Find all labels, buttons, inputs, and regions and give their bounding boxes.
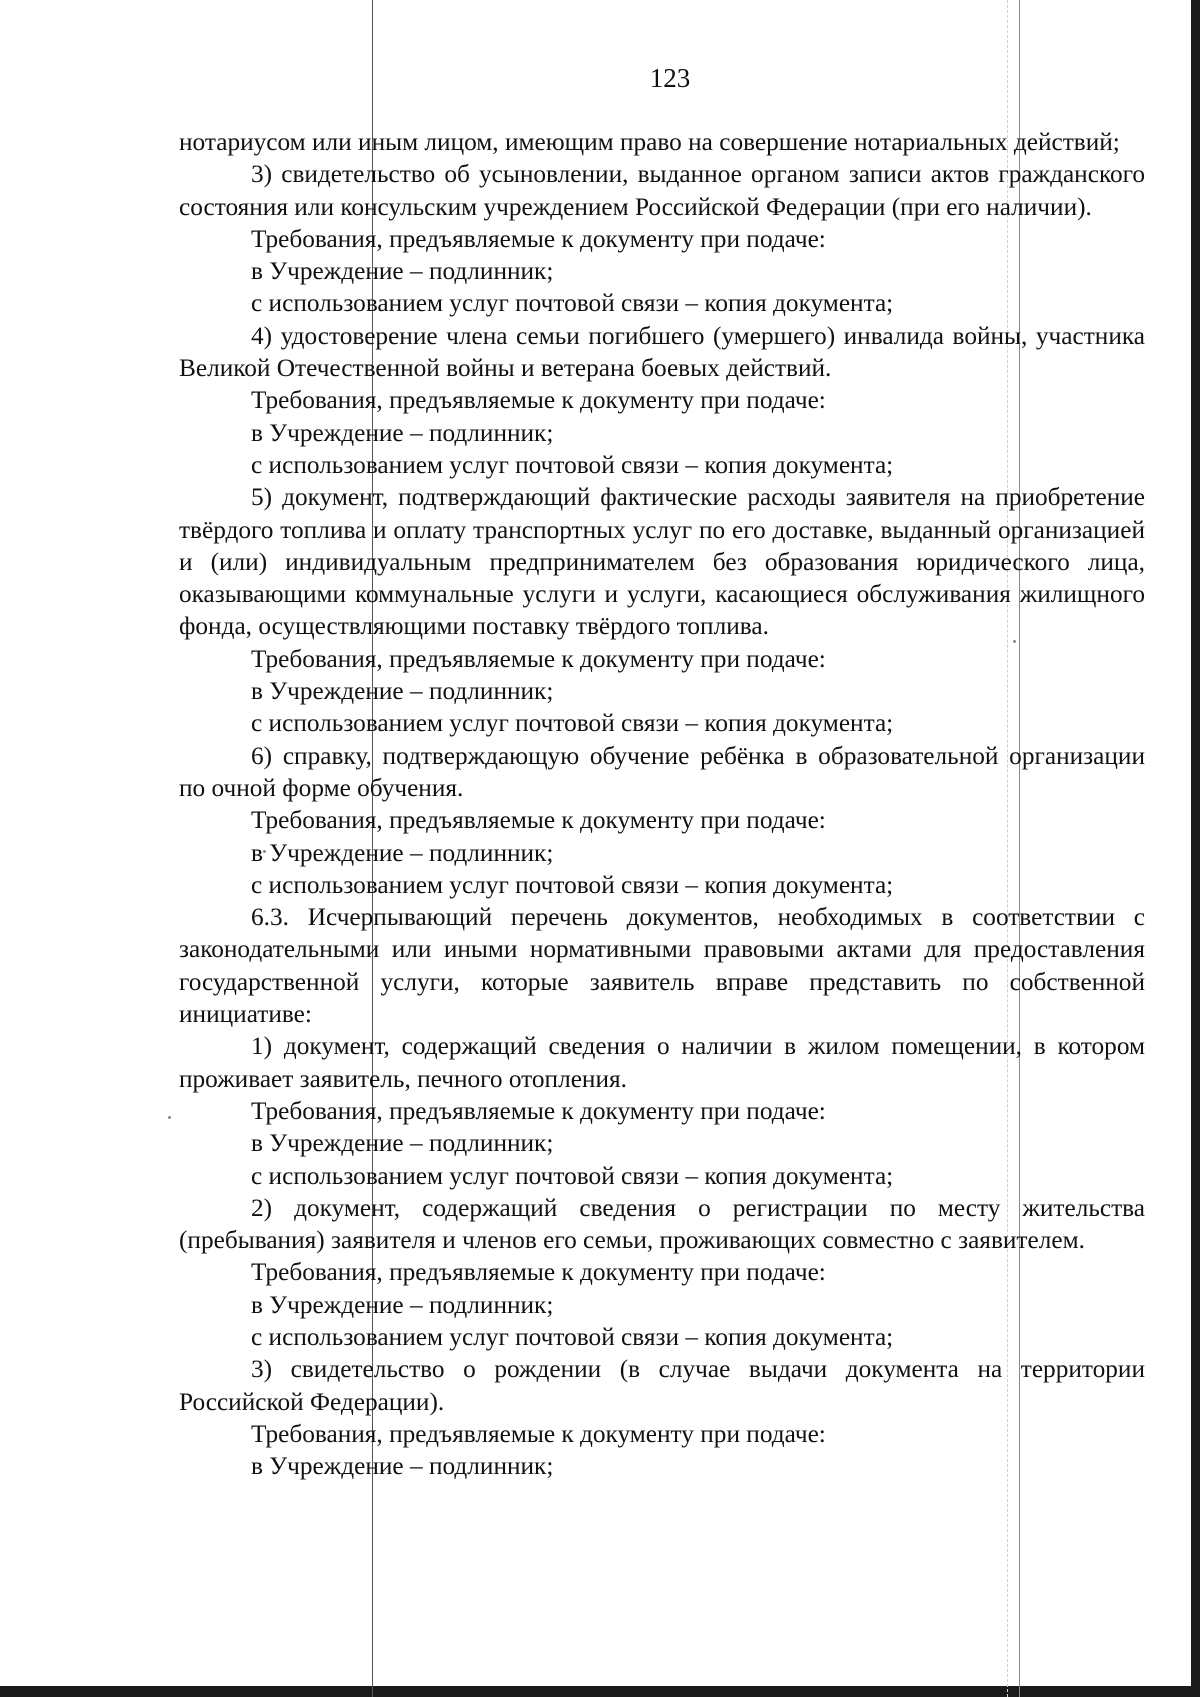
paragraph: 2) документ, содержащий сведения о регистрации по месту жительства (пребывания) заявителя и членов его семьи, проживающих совместно с заявителем. [179, 1193, 1145, 1255]
paragraph: Требования, предъявляемые к документу при подаче: [251, 1419, 826, 1448]
paragraph: 3) свидетельство о рождении (в случае выдачи документа на территории Российской Федерации). [179, 1355, 1145, 1416]
scan-speck [168, 1116, 171, 1119]
paragraph: Требования, предъявляемые к документу при подаче: [251, 1096, 826, 1125]
paragraph: с использованием услуг почтовой связи – копия документа; [251, 870, 894, 899]
paragraph: с использованием услуг почтовой связи – копия документа; [251, 1161, 894, 1190]
paragraph: Требования, предъявляемые к документу при подаче: [251, 806, 826, 835]
document-body [179, 126, 1145, 1482]
paragraph: Требования, предъявляемые к документу при подаче: [251, 644, 826, 673]
paragraph: Требования, предъявляемые к документу при подаче: [251, 1258, 826, 1287]
paragraph: 3) свидетельство об усыновлении, выданное органом записи актов гражданского состояния или консульским учреждением Российской Федерации (при его наличии). [179, 160, 1145, 221]
paragraph: Требования, предъявляемые к документу при подаче: [251, 224, 826, 253]
paragraph: 6) справку, подтверждающую обучение ребёнка в образовательной организации по очной форме обучения. [179, 741, 1145, 802]
paragraph: 4) удостоверение члена семьи погибшего (умершего) инвалида войны, участника Великой Отечественной войны и ветерана боевых действий. [179, 321, 1145, 383]
paragraph: в Учреждение – подлинник; [251, 1290, 554, 1319]
paragraph: с использованием услуг почтовой связи – копия документа; [251, 450, 894, 479]
paragraph: Требования, предъявляемые к документу при подаче: [251, 386, 826, 415]
paragraph: с использованием услуг почтовой связи – копия документа; [251, 709, 894, 738]
paragraph: в Учреждение – подлинник; [251, 1452, 554, 1481]
paragraph: с использованием услуг почтовой связи – копия документа; [251, 1322, 894, 1351]
paragraph: в Учреждение – подлинник; [251, 418, 554, 447]
paragraph: в Учреждение – подлинник; [251, 838, 554, 867]
paragraph: в Учреждение – подлинник; [251, 677, 554, 706]
paragraph: 1) документ, содержащий сведения о наличии в жилом помещении, в котором проживает заявитель, печного отопления. [179, 1032, 1145, 1093]
paragraph: 5) документ, подтверждающий фактические расходы заявителя на приобретение твёрдого топлива и оплату транспортных услуг по его доставке, выданный организацией и (или) индивидуальным предпринимателем без образования юридического лица, оказывающими коммунальные услуги и услуги, касающиеся обслуживания жилищного фонда, осуществляющими поставку твёрдого топлива. [179, 483, 1145, 641]
paragraph: с использованием услуг почтовой связи – копия документа; [251, 289, 894, 318]
paragraph: нотариусом или иным лицом, имеющим право на совершение нотариальных действий; [179, 128, 1120, 156]
paragraph: в Учреждение – подлинник; [251, 257, 554, 286]
page-number: 123 [649, 63, 691, 93]
paragraph: 6.3. Исчерпывающий перечень документов, необходимых в соответствии с законодательными или иными нормативными правовыми актами для предоставления государственной услуги, которые заявитель вправе представить по собственной инициативе: [179, 903, 1145, 1029]
paragraph: в Учреждение – подлинник; [251, 1129, 554, 1158]
